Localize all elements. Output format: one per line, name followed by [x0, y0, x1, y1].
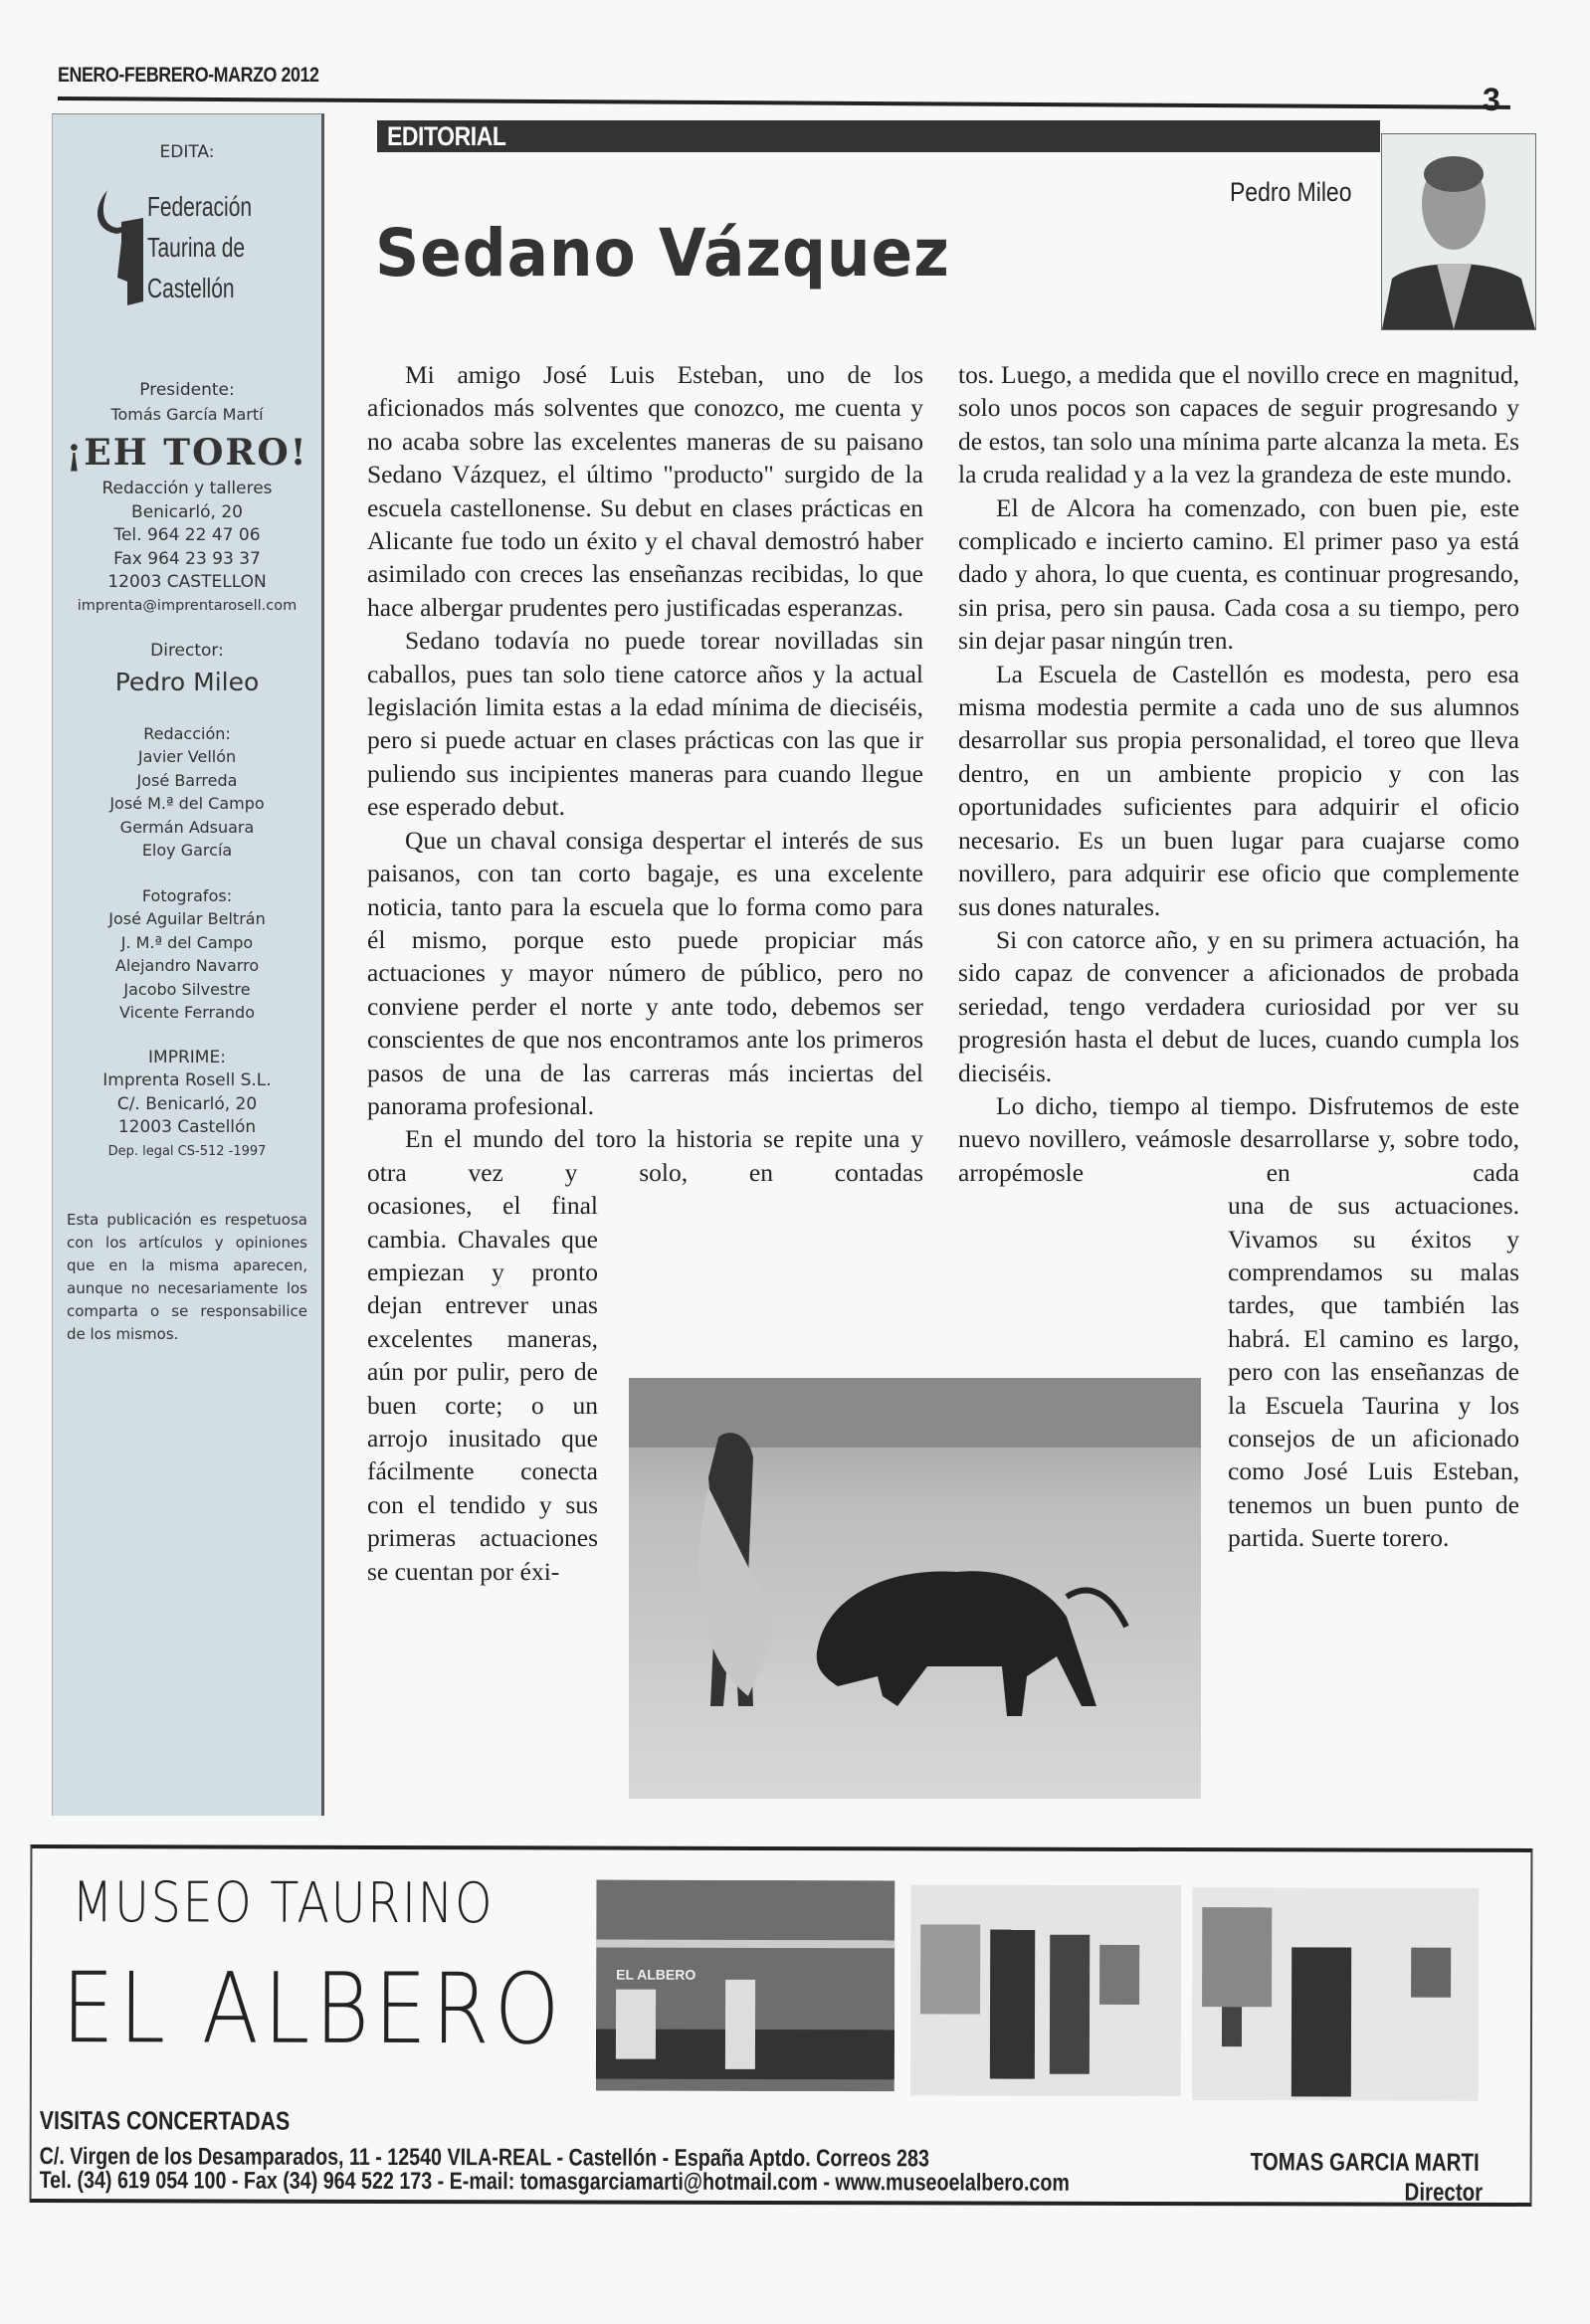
publication-name: ¡EH TORO! [66, 432, 308, 474]
phone: Tel. 964 22 47 06 [113, 525, 261, 545]
paragraph: Sedano todavía no puede torear novilladas sin caballos, pues tan solo tiene catorce años y la actual legislación limita estas a la edad mínima de dieciséis, pero si puede actuar en clases prácticas con las que ir puliendo sus incipientes maneras para cuando llegue ese esperado debut. [367, 626, 923, 822]
legal-deposit: Dep. legal CS-512 -1997 [107, 1143, 267, 1159]
staff-name: Javier Vellón [137, 747, 237, 766]
paragraph: Si con catorce año, y en su primera actuación, ha sido capaz de convencer a aficionados de probada seriedad, tengo verdadera curiosidad por ver su progresión hasta el debut de luces, cuando cumpla los dieciséis. [958, 924, 1519, 1087]
ad-heading: MUSEO TAURINO [72, 1870, 495, 1937]
presidente-label: Presidente: [139, 380, 235, 400]
paragraph-continued: una de sus actuaciones. Vivamos su éxitos y comprendamos su malas tardes, que también las habrá. El camino es largo, pero con las enseñanzas de la Escuela Taurina y los consejos de un aficionado como José Luis Esteban, tenemos un buen punto de partida. Suerte torero. [1228, 1191, 1519, 1553]
address-line: Benicarló, 20 [131, 501, 243, 522]
paragraph: El de Alcora ha comenzado, con buen pie, este complicado e incierto camino. El primer paso ya está dado y ahora, lo que cuenta, es continuar progresando, sin prisa, pero sin pausa. Cada cosa a su tiempo, pero sin dejar pasar ningún tren. [958, 492, 1519, 656]
paragraph-continued: ocasiones, el final cambia. Chavales que empiezan y pronto dejan entrever unas excelentes maneras, aún por pulir, pero de buen corte; o un arrojo inusitado que fácilmente conecta con el tendido y sus primeras actuaciones se cuentan por éxi- [367, 1191, 598, 1586]
redaccion-label: Redacción: [143, 723, 231, 743]
email: imprenta@imprentarosell.com [77, 597, 298, 614]
author-name: Pedro Mileo [1230, 177, 1352, 207]
director-name: Pedro Mileo [114, 667, 260, 696]
paragraph: La Escuela de Castellón es modesta, pero esa misma modestia permite a cada uno de sus alumnos desarrollar sus propia personalidad, el toreo que lleva dentro, en un ambiente propicio y con las oportunidades suficientes para adquirir el oficio necesario. Es un buen lugar para cuajarse como novillero, para adquirir ese oficio que complemente sus dones naturales. [958, 659, 1519, 921]
logo-line: Taurina de [147, 231, 246, 263]
director-label: Director: [150, 641, 224, 661]
museum-facade-photo [596, 1880, 895, 2092]
visitas-label: VISITAS CONCERTADAS [39, 2105, 291, 2136]
photographer-name: Jacobo Silvestre [123, 979, 251, 999]
staff-name: Germán Adsuara [119, 817, 255, 837]
printer-line: Imprenta Rosell S.L. [102, 1070, 272, 1090]
museum-address: C/. Virgen de los Desamparados, 11 - 12540 VILA-REAL - Castellón - España Aptdo. Correos 283 [39, 2143, 929, 2173]
federacion-logo [53, 182, 321, 311]
photographer-name: Alejandro Navarro [114, 956, 260, 975]
presidente-name: Tomás García Martí [110, 404, 264, 424]
photographer-name: Vicente Ferrando [119, 1003, 255, 1022]
fax: Fax 964 23 93 37 [113, 548, 261, 569]
ad-director-label: Director [1404, 2178, 1484, 2207]
section-bar [377, 120, 1380, 152]
photographer-name: J. M.ª del Campo [120, 932, 254, 952]
issue-date: ENERO-FEBRERO-MARZO 2012 [58, 64, 319, 87]
paragraph: Que un chaval consiga despertar el interés de sus paisanos, con tan corto bagaje, es una excelente noticia, tanto para la escuela que lo forma como para él mismo, porque esto puede propiciar más actuaciones y mayor número de público, pero no conviene perder el norte y ante todo, debemos ser conscientes de que nos encontramos ante los primeros pasos de una de las carreras más inciertas del panorama profesional. [367, 825, 923, 1120]
facade-sign: EL ALBERO [616, 1966, 696, 1983]
author-photo [1381, 133, 1536, 330]
page-number: 3 [1483, 82, 1500, 117]
logo-line: Federación [147, 190, 253, 222]
bull-icon [88, 182, 147, 311]
edita-label: EDITA: [159, 142, 215, 162]
header-rule [58, 97, 1510, 109]
article-column-2 [958, 358, 1519, 1555]
masthead-sidebar [52, 113, 324, 1816]
imprime-label: IMPRIME: [148, 1047, 226, 1067]
staff-name: José M.ª del Campo [109, 794, 265, 813]
museum-interior-photo [1192, 1887, 1480, 2101]
photographer-name: José Aguilar Beltrán [108, 909, 266, 928]
paragraph: Mi amigo José Luis Esteban, uno de los aficionados más solventes que conozco, me cuenta y no acaba sobre las excelentes maneras de su paisano Sedano Vázquez, el último "producto" surgido de la escuela castellonense. Su debut en clases prácticas en Alicante fue todo un éxito y el chaval demostró haber asimilado con creces las enseñanzas recibidas, lo que hace albergar prudentes pero justificadas esperanzas. [367, 360, 923, 622]
staff-name: Eloy García [141, 841, 233, 860]
paragraph: Lo dicho, tiempo al tiempo. Disfrutemos de este nuevo novillero, veámosle desarrollarse y, sobre todo, arropémosle en cada [958, 1090, 1519, 1187]
article-title: Sedano Vázquez [375, 215, 950, 291]
disclaimer: Esta publicación es respetuosa con los artículos y opiniones que en la misma aparecen, aunque no necesariamente los comparta o se responsabilice de los mismos. [67, 1211, 307, 1343]
bullfight-photo [629, 1378, 1201, 1799]
address-line: Redacción y talleres [101, 479, 273, 498]
logo-line: Castellón [147, 272, 235, 303]
printer-line: C/. Benicarló, 20 [116, 1093, 258, 1114]
museum-interior-photo [910, 1884, 1182, 2096]
printer-line: 12003 Castellón [117, 1117, 257, 1137]
ad-director-name: TOMAS GARCIA MARTI [1250, 2148, 1480, 2177]
ad-museum-name: EL ALBERO [61, 1952, 565, 2067]
section-label: EDITORIAL [387, 121, 506, 151]
fotografos-label: Fotografos: [141, 885, 233, 905]
museo-taurino-ad [30, 1844, 1533, 2207]
paragraph: En el mundo del toro la historia se repite una y otra vez y solo, en contadas [367, 1124, 923, 1187]
museum-contact: Tel. (34) 619 054 100 - Fax (34) 964 522 173 - E-mail: tomasgarciamarti@hotmail.com - www.museoelalbero.com [39, 2167, 1070, 2197]
staff-name: José Barreda [136, 770, 238, 790]
address-line: 12003 CASTELLON [107, 572, 267, 592]
paragraph: tos. Luego, a medida que el novillo crece en magnitud, solo unos pocos son capaces de seguir progresando y de estos, tan solo una mínima parte alcanza la meta. Es la cruda realidad y a la vez la grandeza de este mundo. [958, 360, 1519, 489]
